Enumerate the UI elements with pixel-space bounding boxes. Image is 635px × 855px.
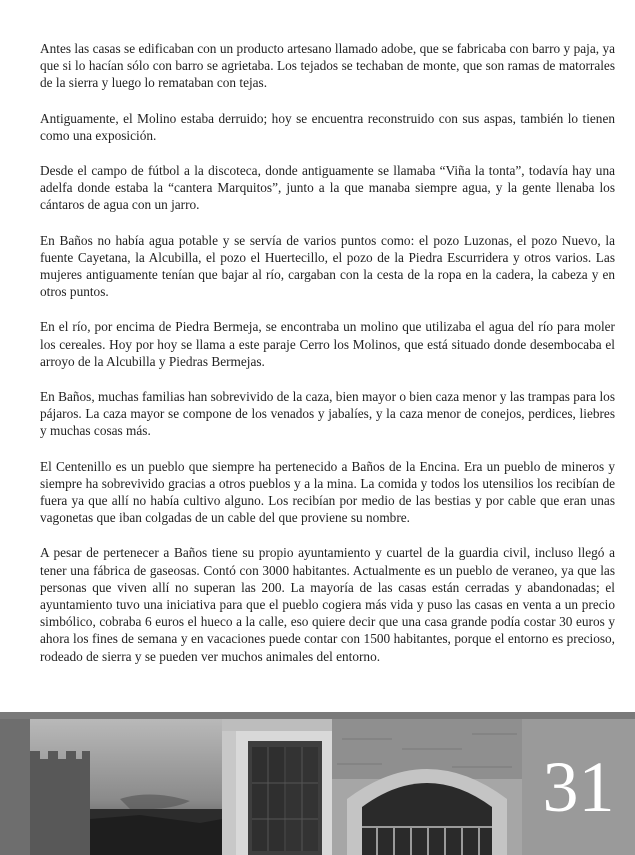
- paragraph: En Baños no había agua potable y se servía de varios puntos como: el pozo Luzonas, el pozo Nuevo, la fuente Cayetana, la Alcubilla, el pozo el Huertecillo, el pozo de la Piedra Escurridera y otros varios. Las mujeres antiguamente tenían que bajar al río, cargaban con la cesta de la ropa en la cadera, la cabeza y en otros puntos.: [40, 232, 615, 300]
- strip-top-band: [0, 712, 635, 719]
- paragraph: En el río, por encima de Piedra Bermeja, se encontraba un molino que utilizaba el agua del río para moler los cereales. Hoy por hoy se llama a este paraje Cerro los Molinos, que está situado donde desembocaba el arroyo de la Alcubilla y Piedras Bermejas.: [40, 319, 615, 369]
- paragraph: A pesar de pertenecer a Baños tiene su propio ayuntamiento y cuartel de la guardia civil, incluso llegó a tener una fábrica de gaseosas. Contó con 3000 habitantes. Actualmente es un pueblo de veraneo, ya que las personas que viven allí no superan las 200. La mayoría de las casas están cerradas y abandonadas; el ayuntamiento tuvo una iniciativa para que el pueblo cogiera más vida y puso las casas en venta a un precio simbólico, cobraba 6 euros el hueco a la calle, eso quiere decir que una casa grande podía costar 30 euros y ahora los fines de semana y en vacaciones puede contar con 1500 habitantes, porque el entorno es precioso, rodeado de sierra y se pueden ver muchos animales del entorno.: [40, 545, 615, 664]
- paragraph: Desde el campo de fútbol a la discoteca, donde antiguamente se llamaba “Viña la tonta”, todavía hay una adelfa donde estaba la “cantera Marquitos”, junto a la que manaba siempre agua, y la gente llenaba los cántaros de agua con un jarro.: [40, 163, 615, 213]
- paragraph: Antiguamente, el Molino estaba derruido; hoy se encuentra reconstruido con sus aspas, también lo tienen como una exposición.: [40, 110, 615, 143]
- paragraph: En Baños, muchas familias han sobrevivido de la caza, bien mayor o bien caza menor y las trampas para los pájaros. La caza mayor se compone de los venados y jabalíes, y la caza menor de conejos, perdices, liebres y muchas cosas más.: [40, 389, 615, 439]
- body-text: [40, 40, 615, 683]
- castle-tower-photo: [0, 719, 222, 855]
- paragraph: Antes las casas se edificaban con un producto artesano llamado adobe, que se fabricaba con barro y paja, ya que si lo hacían sólo con barro se agrietaba. Los tejados se techaban de monte, que son ramas de matorrales de la sierra y luego lo remataban con tejas.: [40, 41, 615, 91]
- page-number: 31: [542, 747, 615, 827]
- stone-arch-photo: [332, 719, 522, 855]
- paragraph: El Centenillo es un pueblo que siempre ha pertenecido a Baños de la Encina. Era un pueblo de mineros y siempre ha sobrevivido gracias a otros pueblos y a la mina. La comida y todos los utensilios los recibían de fuera ya que allí no había cultivo alguno. Los recibían por medio de las bestias y por cable que eran unas vagonetas que iban colgadas de un cable del que proviene su nombre.: [40, 458, 615, 526]
- page-number-box: [522, 719, 635, 855]
- photo-strip: [0, 712, 635, 855]
- wooden-door-photo: [222, 719, 332, 855]
